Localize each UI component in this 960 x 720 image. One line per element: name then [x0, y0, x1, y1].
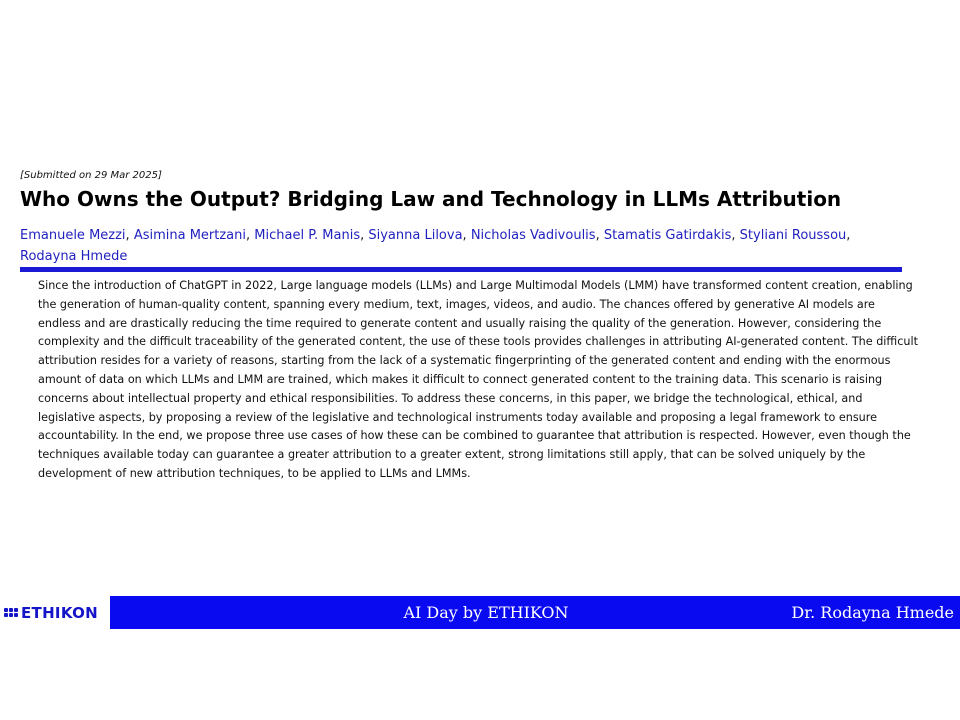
author-separator: ,	[595, 228, 604, 243]
author-link[interactable]: Styliani Roussou	[739, 228, 847, 243]
author-separator: ,	[846, 228, 851, 243]
author-link[interactable]: Stamatis Gatirdakis	[603, 228, 732, 243]
slide-footer-bar	[0, 596, 960, 629]
paper-abstract: Since the introduction of ChatGPT in 2022, Large language models (LLMs) and Large Multimodal Models (LMM) have transformed content creation, enabling the generation of human-quality content, spanning every medium, text, images, videos, and audio. The chances offered by generative AI models are endless and are drastically reducing the time required to generate content and usually raising the quality of the generation. However, considering the complexity and the difficult traceability of the generated content, the use of these tools provides challenges in attributing AI-generated content. The difficult attribution resides for a variety of reasons, starting from the lack of a systematic fingerprinting of the generated content and ending with the enormous amount of data on which LLMs and LMM are trained, which makes it difficult to connect generated content to the training data. This scenario is raising concerns about intellectual property and ethical responsibilities. To address these concerns, in this paper, we bridge the technological, ethical, and legislative aspects, by proposing a review of the legislative and technological instruments today available and proposing a legal framework to ensure accountability. In the end, we propose three use cases of how these can be combined to guarantee that attribution is respected. However, even though the techniques available today can guarantee a greater attribution to a greater extent, strong limitations still apply, that can be solved uniquely by the development of new attribution techniques, to be applied to LLMs and LMMs.	[38, 279, 918, 480]
submission-date: [Submitted on 29 Mar 2025]	[20, 170, 162, 181]
author-link[interactable]: Asimina Mertzani	[133, 228, 247, 243]
author-separator: ,	[360, 228, 369, 243]
author-list	[20, 225, 920, 267]
title-divider	[20, 267, 902, 272]
author-separator: ,	[125, 228, 134, 243]
author-separator: ,	[731, 228, 740, 243]
presenter-name: Dr. Rodayna Hmede	[791, 603, 954, 622]
author-link[interactable]: Rodayna Hmede	[20, 249, 128, 264]
author-separator: ,	[246, 228, 255, 243]
author-separator: ,	[462, 228, 471, 243]
author-link[interactable]: Nicholas Vadivoulis	[470, 228, 596, 243]
paper-title: Who Owns the Output? Bridging Law and Technology in LLMs Attribution	[20, 187, 842, 211]
logo-text: ETHIKON	[21, 603, 98, 622]
author-link[interactable]: Emanuele Mezzi	[20, 228, 126, 243]
author-link[interactable]: Siyanna Lilova	[368, 228, 463, 243]
event-name: AI Day by ETHIKON	[403, 603, 569, 622]
author-link[interactable]: Michael P. Manis	[254, 228, 361, 243]
